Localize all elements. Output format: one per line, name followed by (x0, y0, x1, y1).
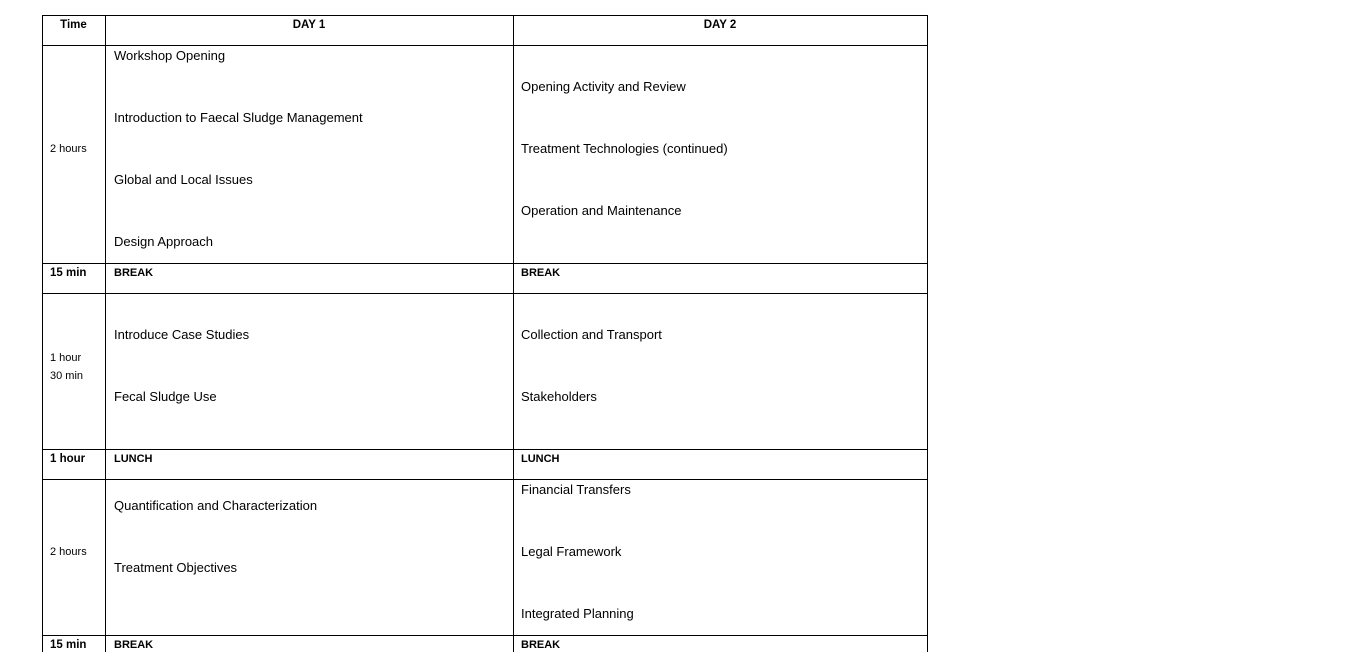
session2-day1-item: Introduce Case Studies (114, 327, 250, 342)
header-day1: DAY 1 (292, 19, 326, 31)
column-divider-time (105, 15, 106, 652)
session1-time: 2 hours (50, 143, 87, 155)
row-border-session2 (42, 449, 928, 450)
table-border-right (927, 15, 928, 652)
row-border-break1 (42, 293, 928, 294)
break1-day2: BREAK (521, 267, 561, 279)
session3-day2-item: Legal Framework (521, 544, 622, 559)
session2-day2-item: Stakeholders (521, 389, 597, 404)
session3-time: 2 hours (50, 546, 87, 558)
session3-day1-item: Quantification and Characterization (114, 498, 318, 513)
session2-time-hours: 1 hour (50, 352, 82, 364)
break1-day1: BREAK (114, 267, 154, 279)
session1-day2-item: Opening Activity and Review (521, 79, 686, 94)
session2-day1-item: Fecal Sludge Use (114, 389, 217, 404)
row-border-lunch (42, 479, 928, 480)
break2-time: 15 min (50, 639, 87, 651)
break1-time: 15 min (50, 267, 87, 279)
row-border-session1 (42, 263, 928, 264)
row-border-header (42, 45, 928, 46)
session1-day1-item: Workshop Opening (114, 48, 226, 63)
row-border-session3 (42, 635, 928, 636)
session2-day2-item: Collection and Transport (521, 327, 662, 342)
break2-day2: BREAK (521, 639, 561, 651)
session1-day1-item: Introduction to Faecal Sludge Management (114, 110, 363, 125)
session1-day2-item: Operation and Maintenance (521, 203, 682, 218)
lunch-time: 1 hour (50, 453, 86, 465)
break2-day1: BREAK (114, 639, 154, 651)
session3-day2-item: Integrated Planning (521, 606, 634, 621)
session1-day1-item: Global and Local Issues (114, 172, 253, 187)
session1-day1-item: Design Approach (114, 234, 214, 249)
session2-time-minutes: 30 min (50, 370, 84, 382)
header-time: Time (60, 19, 87, 31)
session3-day1-item: Treatment Objectives (114, 560, 238, 575)
table-border-left (42, 15, 43, 652)
header-day2: DAY 2 (703, 19, 737, 31)
row-border-top (42, 15, 928, 16)
lunch-day1: LUNCH (114, 453, 153, 465)
column-divider-day (513, 15, 514, 652)
lunch-day2: LUNCH (521, 453, 560, 465)
session1-day2-item: Treatment Technologies (continued) (521, 141, 728, 156)
session3-day2-item: Financial Transfers (521, 482, 631, 497)
